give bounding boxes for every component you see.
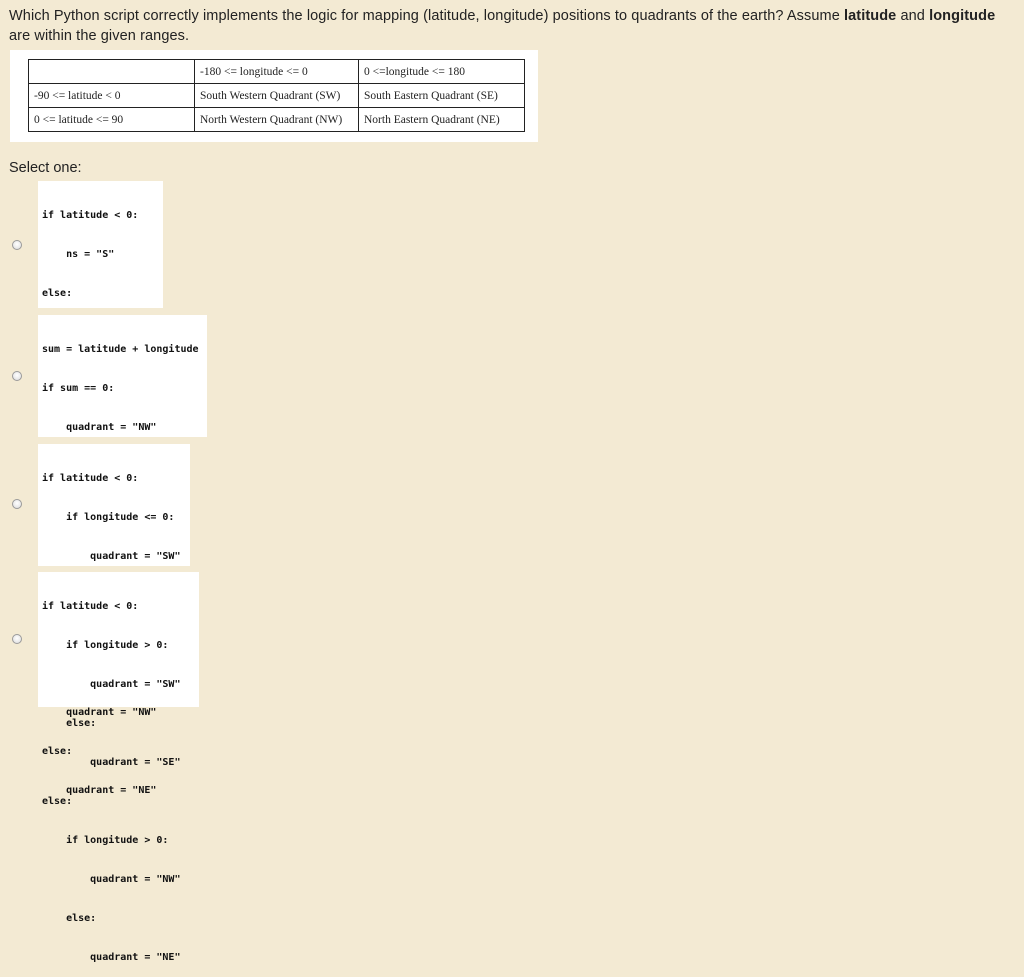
- question-bold-latitude: latitude: [843, 8, 897, 24]
- quadrant-table: [28, 59, 525, 132]
- question-text: [9, 6, 1009, 46]
- option-2-radio[interactable]: [12, 371, 22, 381]
- option-4-code[interactable]: [38, 572, 199, 963]
- code-line: quadrant = "SW": [42, 551, 181, 562]
- code-line: quadrant = "NW": [42, 422, 157, 433]
- code-line: if latitude < 0:: [42, 473, 139, 484]
- code-line: else:: [42, 718, 97, 729]
- code-line: ns = "S": [42, 249, 115, 260]
- table-cell: North Eastern Quadrant (NE): [359, 108, 525, 132]
- table-row: [29, 84, 525, 108]
- code-line: quadrant = "SW": [42, 679, 181, 690]
- code-line: else:: [42, 913, 97, 924]
- question-part-2: and: [896, 8, 930, 24]
- table-header-cell: 0 <=longitude <= 180: [359, 60, 525, 84]
- table-cell: South Western Quadrant (SW): [195, 84, 359, 108]
- table-cell: South Eastern Quadrant (SE): [359, 84, 525, 108]
- code-line: quadrant = "NW": [42, 874, 181, 885]
- select-one-label: Select one:: [9, 160, 82, 176]
- option-1-radio[interactable]: [12, 240, 22, 250]
- code-line: else:: [42, 746, 73, 757]
- table-header-row: [29, 60, 525, 84]
- code-line: quadrant = "NE": [42, 952, 181, 963]
- code-line: if latitude < 0:: [42, 601, 139, 612]
- table-cell: 0 <= latitude <= 90: [29, 108, 195, 132]
- table-cell: -90 <= latitude < 0: [29, 84, 195, 108]
- option-3-radio[interactable]: [12, 499, 22, 509]
- question-bold-longitude: longitude: [929, 8, 996, 24]
- code-line: if longitude > 0:: [42, 835, 169, 846]
- quadrant-table-panel: [10, 50, 538, 142]
- option-4-radio[interactable]: [12, 634, 22, 644]
- code-line: quadrant = "SE": [42, 757, 181, 768]
- code-line: sum = latitude + longitude: [42, 344, 199, 355]
- option-2-code[interactable]: [38, 315, 207, 437]
- code-line: quadrant = "NW": [42, 707, 157, 718]
- code-line: else:: [42, 796, 73, 807]
- code-line: if latitude < 0:: [42, 210, 139, 221]
- table-header-cell: -180 <= longitude <= 0: [195, 60, 359, 84]
- code-line: if longitude <= 0:: [42, 512, 175, 523]
- question-part-3: are within the given ranges.: [9, 28, 190, 44]
- code-line: if sum == 0:: [42, 383, 115, 394]
- question-part-1: Which Python script correctly implements the logic for mapping (latitude, longitude) positions to quadrants of the earth? Assume: [9, 8, 844, 24]
- table-header-cell: [29, 60, 195, 84]
- table-row: [29, 108, 525, 132]
- option-1-code[interactable]: [38, 181, 163, 308]
- code-line: quadrant = "NE": [42, 785, 157, 796]
- table-cell: North Western Quadrant (NW): [195, 108, 359, 132]
- code-line: else:: [42, 288, 73, 299]
- code-line: if longitude > 0:: [42, 640, 169, 651]
